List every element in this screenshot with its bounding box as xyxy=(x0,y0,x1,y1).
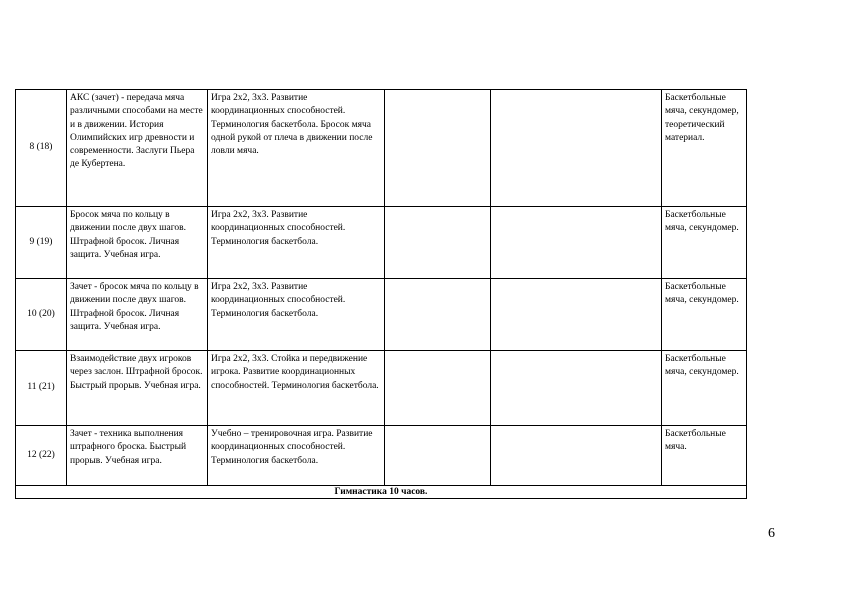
table-row xyxy=(16,207,747,279)
lesson-content: Игра 2х2, 3х3. Развитие координационных способностей. Терминология баскетбола. xyxy=(208,279,385,351)
table-row xyxy=(16,426,747,486)
lesson-topic: Бросок мяча по кольцу в движении после двух шагов. Штрафной бросок. Личная защита. Учебная игра. xyxy=(67,207,208,279)
empty-cell xyxy=(385,426,491,486)
empty-cell xyxy=(385,90,491,207)
empty-cell xyxy=(491,90,662,207)
lesson-equipment: Баскетбольные мяча, секундомер, теоретический материал. xyxy=(662,90,747,207)
empty-cell xyxy=(385,279,491,351)
empty-cell xyxy=(491,351,662,426)
lesson-number: 11 (21) xyxy=(16,351,67,426)
lesson-topic: Зачет - техника выполнения штрафного броска. Быстрый прорыв. Учебная игра. xyxy=(67,426,208,486)
lesson-equipment: Баскетбольные мяча. xyxy=(662,426,747,486)
lesson-content: Учебно – тренировочная игра. Развитие координационных способностей. Терминология баскетбола. xyxy=(208,426,385,486)
lesson-number: 8 (18) xyxy=(16,90,67,207)
empty-cell xyxy=(385,207,491,279)
page-number: 6 xyxy=(768,526,775,541)
lesson-equipment: Баскетбольные мяча, секундомер. xyxy=(662,279,747,351)
lesson-number: 9 (19) xyxy=(16,207,67,279)
lesson-equipment: Баскетбольные мяча, секундомер. xyxy=(662,351,747,426)
lesson-equipment: Баскетбольные мяча, секундомер. xyxy=(662,207,747,279)
lesson-plan-table xyxy=(15,89,747,499)
table-row xyxy=(16,90,747,207)
lesson-number: 10 (20) xyxy=(16,279,67,351)
table-row xyxy=(16,351,747,426)
lesson-topic: Зачет - бросок мяча по кольцу в движении после двух шагов. Штрафной бросок. Личная защита. Учебная игра. xyxy=(67,279,208,351)
lesson-content: Игра 2х2, 3х3. Стойка и передвижение игрока. Развитие координационных способностей. Терминология баскетбола. xyxy=(208,351,385,426)
empty-cell xyxy=(491,207,662,279)
lesson-topic: АКС (зачет) - передача мяча различными способами на месте и в движении. История Олимпийских игр древности и современности. Заслуги Пьера де Кубертена. xyxy=(67,90,208,207)
empty-cell xyxy=(491,279,662,351)
table-row xyxy=(16,279,747,351)
section-title: Гимнастика 10 часов. xyxy=(16,486,747,499)
section-header-row xyxy=(16,486,747,499)
lesson-topic: Взаимодействие двух игроков через заслон. Штрафной бросок. Быстрый прорыв. Учебная игра. xyxy=(67,351,208,426)
lesson-number: 12 (22) xyxy=(16,426,67,486)
empty-cell xyxy=(385,351,491,426)
lesson-content: Игра 2х2, 3х3. Развитие координационных способностей. Терминология баскетбола. Бросок мяча одной рукой от плеча в движении после ловли мяча. xyxy=(208,90,385,207)
empty-cell xyxy=(491,426,662,486)
lesson-content: Игра 2х2, 3х3. Развитие координационных способностей. Терминология баскетбола. xyxy=(208,207,385,279)
